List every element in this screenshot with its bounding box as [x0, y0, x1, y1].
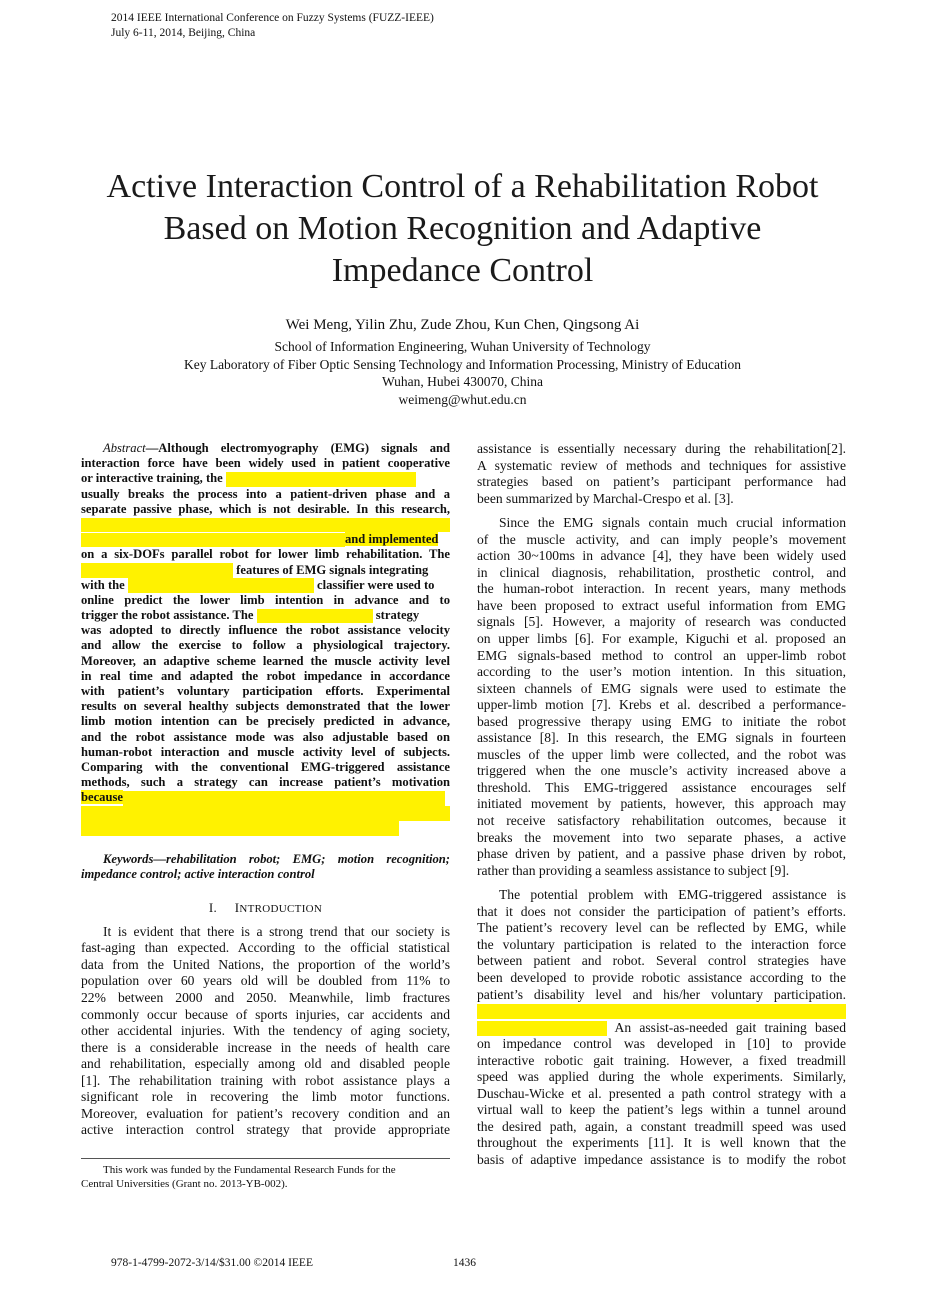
text-line: basis of adaptive impedance assistance is to modify the robot — [477, 1151, 846, 1167]
abstract-text: with the — [81, 577, 125, 592]
abstract-line — [81, 821, 450, 836]
text-line: that it does not consider the participation of patient’s efforts. — [477, 903, 846, 919]
text-line: triggered when the one muscle’s activity increased above a — [477, 763, 846, 779]
abstract-line — [81, 517, 450, 532]
conference-header — [111, 11, 434, 41]
text-line: and rehabilitation, especially among old and disabled people — [81, 1056, 450, 1072]
footnote-line: This work was funded by the Fundamental Research Funds for the — [103, 1164, 396, 1176]
affiliation-line: School of Information Engineering, Wuhan University of Technology — [274, 339, 651, 354]
title-line: Impedance Control — [331, 252, 594, 289]
text-line: of the muscle activity, and can imply people’s movement — [477, 531, 846, 547]
text-line: It is evident that there is a strong trend that our society is — [103, 923, 450, 939]
intro-paragraph — [477, 887, 846, 1168]
text-line: rather than providing a seamless assistance to subject [9]. — [477, 862, 790, 878]
text-line: signals [5]. However, a majority of research was conducted — [477, 614, 846, 630]
abstract-line: was adopted to directly influence the robot assistance velocity — [81, 623, 450, 638]
section-number: I. — [208, 900, 218, 916]
highlight-mark — [257, 609, 373, 624]
highlight-mark — [123, 791, 445, 806]
section-title-initial: I — [234, 900, 240, 916]
intro-text: An assist-as-needed gait training based — [614, 1019, 846, 1035]
text-line: upper-limb motion [7]. Krebs et al. described a performance- — [477, 697, 846, 713]
text-line: sixteen channels of EMG signals were used to estimate the — [477, 680, 846, 696]
abstract-text: features of EMG signals integrating — [236, 562, 429, 577]
abstract-line — [81, 471, 450, 486]
text-line: The potential problem with EMG-triggered assistance is — [499, 887, 846, 903]
text-line: have been proposed to extract useful information from EMG — [477, 597, 846, 613]
abstract-line: and the robot assistance mode was also adjustable based on — [81, 729, 450, 744]
page-number: 1436 — [453, 1257, 476, 1269]
text-line: on upper limbs [6]. For example, Kiguchi et al. proposed an — [477, 631, 846, 647]
abstract-line — [81, 563, 450, 578]
keywords-text: —rehabilitation robot; EMG; motion recognition; — [153, 851, 450, 866]
intro-paragraph — [477, 515, 846, 879]
abstract-line: Comparing with the conventional EMG-triggered assistance — [81, 759, 450, 774]
text-line: breaks the movement into two separate phases, a active — [477, 829, 846, 845]
text-line: data from the United Nations, the proportion of the world’s — [81, 956, 450, 972]
text-line: other accidental injuries. With the tendency of aging society, — [81, 1023, 450, 1039]
text-line: interactive robotic gait training. However, a fixed treadmill — [477, 1052, 846, 1068]
right-column — [477, 441, 846, 1177]
author-list: Wei Meng, Yilin Zhu, Zude Zhou, Kun Chen, Qingsong Ai — [285, 317, 640, 333]
text-line: assistance is essentially necessary during the rehabilitation[2]. — [477, 441, 846, 456]
affiliation-block — [0, 338, 925, 408]
text-line: the desired path, again, a constant treadmill speed was used — [477, 1118, 846, 1134]
highlight-mark — [477, 1021, 607, 1036]
text-line: phase driven by patient, and a passive phase driven by robot, — [477, 846, 846, 862]
footnote-line: Central Universities (Grant no. 2013-YB-002). — [81, 1178, 288, 1190]
abstract-line: methods, such a strategy can increase patient’s motivation — [81, 775, 450, 790]
abstract-line: limb motion intention can be precisely predicted in advance, — [81, 714, 450, 729]
text-line: population over 60 years old will be doubled from 11% to — [81, 973, 450, 989]
text-line: been summarized by Marchal-Crespo et al. [3]. — [477, 490, 734, 506]
left-column — [81, 441, 450, 1147]
abstract-text: because — [81, 790, 123, 805]
text-line: been developed to provide robotic assistance according to the — [477, 969, 846, 985]
text-line: the voluntary participation is related to the interaction force — [477, 936, 846, 952]
text-line: [1]. The rehabilitation training with robot assistance plays a — [81, 1072, 450, 1088]
text-line: commonly occur because of sports injuries, car accidents and — [81, 1006, 450, 1022]
affiliation-line: Key Laboratory of Fiber Optic Sensing Technology and Information Processing, Ministry of Education — [183, 356, 742, 372]
copyright-footer: 978-1-4799-2072-3/14/$31.00 ©2014 IEEE — [111, 1257, 313, 1269]
funding-footnote — [81, 1163, 450, 1191]
section-heading-introduction — [81, 900, 450, 918]
text-line: in clinical diagnosis, rehabilitation, prosthetic control, and — [477, 564, 846, 580]
highlight-mark — [81, 518, 450, 533]
abstract-line — [81, 608, 450, 623]
text-line: threshold. This EMG-triggered assistance encourages self — [477, 779, 846, 795]
footnote-rule — [81, 1158, 450, 1159]
text-line: assistance [8]. In this research, the EMG signals in fourteen — [477, 730, 846, 746]
keywords-line — [81, 852, 450, 867]
keywords-label: Keywords — [103, 851, 154, 866]
abstract-line: with patient’s voluntary participation efforts. Experimental — [81, 684, 450, 698]
text-line: A systematic review of methods and techniques for assistive — [477, 457, 846, 473]
text-line: action 30~100ms in advance [4], they have been widely used — [477, 548, 846, 564]
text-line: 22% between 2000 and 2050. Meanwhile, limb fractures — [81, 989, 450, 1005]
keywords — [81, 852, 450, 882]
abstract-line: in real time and adapted the robot impedance in accordance — [81, 668, 450, 683]
highlight-mark — [128, 578, 314, 593]
abstract-line: separate passive phase, which is not desirable. In this research, — [81, 501, 450, 516]
text-line: on impedance control was developed in [10] to provide — [477, 1036, 846, 1052]
abstract-line — [81, 441, 450, 456]
abstract-line — [81, 806, 450, 821]
abstract-line: usually breaks the process into a patient-driven phase and a — [81, 486, 450, 501]
abstract-text: trigger the robot assistance. The — [81, 608, 254, 623]
text-line: virtual wall to keep the patient’s legs within a tunnel around — [477, 1102, 846, 1118]
text-line: active interaction control strategy that provide appropriate — [81, 1122, 450, 1138]
keywords-line: impedance control; active interaction control — [81, 867, 315, 882]
highlight-mark — [81, 821, 399, 836]
abstract-label: Abstract — [103, 441, 146, 455]
section-title: NTRODUCTION — [239, 903, 323, 916]
abstract-text: classifier were used to — [317, 577, 435, 592]
highlight-mark — [226, 472, 416, 487]
abstract-line: interaction force have been widely used in patient cooperative — [81, 456, 450, 471]
text-line: based progressive therapy using EMG to initiate the robot — [477, 713, 846, 729]
abstract-line: online predict the lower limb intention in advance and to — [81, 592, 450, 607]
text-line: significant role in recovering the limb motor functions. — [81, 1089, 450, 1105]
abstract-line: results on several healthy subjects demonstrated that the lower — [81, 699, 450, 714]
highlighted-line — [477, 1020, 846, 1037]
text-line: Since the EMG signals contain much crucial information — [499, 515, 846, 531]
text-line: strategies based on patient’s participant performance had — [477, 474, 846, 490]
abstract-line — [81, 790, 450, 805]
abstract-line — [81, 532, 450, 547]
text-line: there is a considerable increase in the needs of health care — [81, 1039, 450, 1055]
text-line: not receive satisfactory rehabilitation outcomes, because it — [477, 813, 846, 829]
abstract-line — [81, 578, 450, 593]
text-line: between patient and robot. Several control strategies have — [477, 953, 846, 969]
text-line: the human-robot interaction. In recent years, many methods — [477, 581, 846, 597]
text-line: muscles of the upper limb were collected, and the robot was — [477, 746, 846, 762]
title-line: Based on Motion Recognition and Adaptive — [163, 210, 762, 247]
intro-paragraph — [477, 441, 846, 507]
text-line: fast-aging than expected. According to the official statistical — [81, 940, 450, 956]
abstract-text: strategy — [375, 608, 420, 623]
text-line: Duschau-Wicke et al. presented a path control strategy with a — [477, 1085, 846, 1101]
abstract-line: on a six-DOFs parallel robot for lower limb rehabilitation. The — [81, 547, 450, 562]
highlight-mark — [81, 533, 345, 548]
affiliation-address: Wuhan, Hubei 430070, China — [381, 374, 544, 389]
conference-date: July 6-11, 2014, Beijing, China — [111, 27, 256, 39]
abstract-text: or interactive training, the — [81, 471, 223, 486]
highlight-mark — [81, 806, 450, 821]
abstract-line: Moreover, an adaptive scheme learned the muscle activity level — [81, 653, 450, 668]
abstract-text: —Although electromyography (EMG) signals and — [145, 441, 450, 455]
conference-name: 2014 IEEE International Conference on Fuzzy Systems (FUZZ-IEEE) — [111, 12, 434, 24]
text-line: initiated movement by patients, however, this approach may — [477, 796, 846, 812]
text-line: The patient’s recovery level can be reflected by EMG, while — [477, 920, 846, 936]
abstract-line: and allow the exercise to follow a physiological trajectory. — [81, 638, 450, 653]
abstract — [81, 441, 450, 836]
text-line: EMG signals-based method to control an upper-limb robot — [477, 647, 846, 663]
title-line: Active Interaction Control of a Rehabilitation Robot — [106, 168, 819, 205]
highlight-mark — [81, 563, 233, 578]
text-line: according to the user’s motion intention. In this situation, — [477, 664, 846, 680]
abstract-line: human-robot interaction and muscle activity level of subjects. — [81, 744, 450, 759]
highlighted-line — [477, 1003, 846, 1020]
highlight-mark — [477, 1004, 846, 1019]
intro-paragraph — [81, 924, 450, 1139]
text-line: speed was applied during the whole experiments. Similarly, — [477, 1069, 846, 1085]
text-line: Moreover, evaluation for patient’s recovery condition and an — [81, 1105, 450, 1121]
author-email: weimeng@whut.edu.cn — [398, 391, 527, 407]
abstract-text: and implemented — [345, 532, 439, 547]
text-line: throughout the experiments [11]. It is well known that the — [477, 1135, 846, 1151]
paper-title — [40, 166, 885, 292]
text-line: patient’s disability level and his/her voluntary participation. — [477, 986, 846, 1002]
